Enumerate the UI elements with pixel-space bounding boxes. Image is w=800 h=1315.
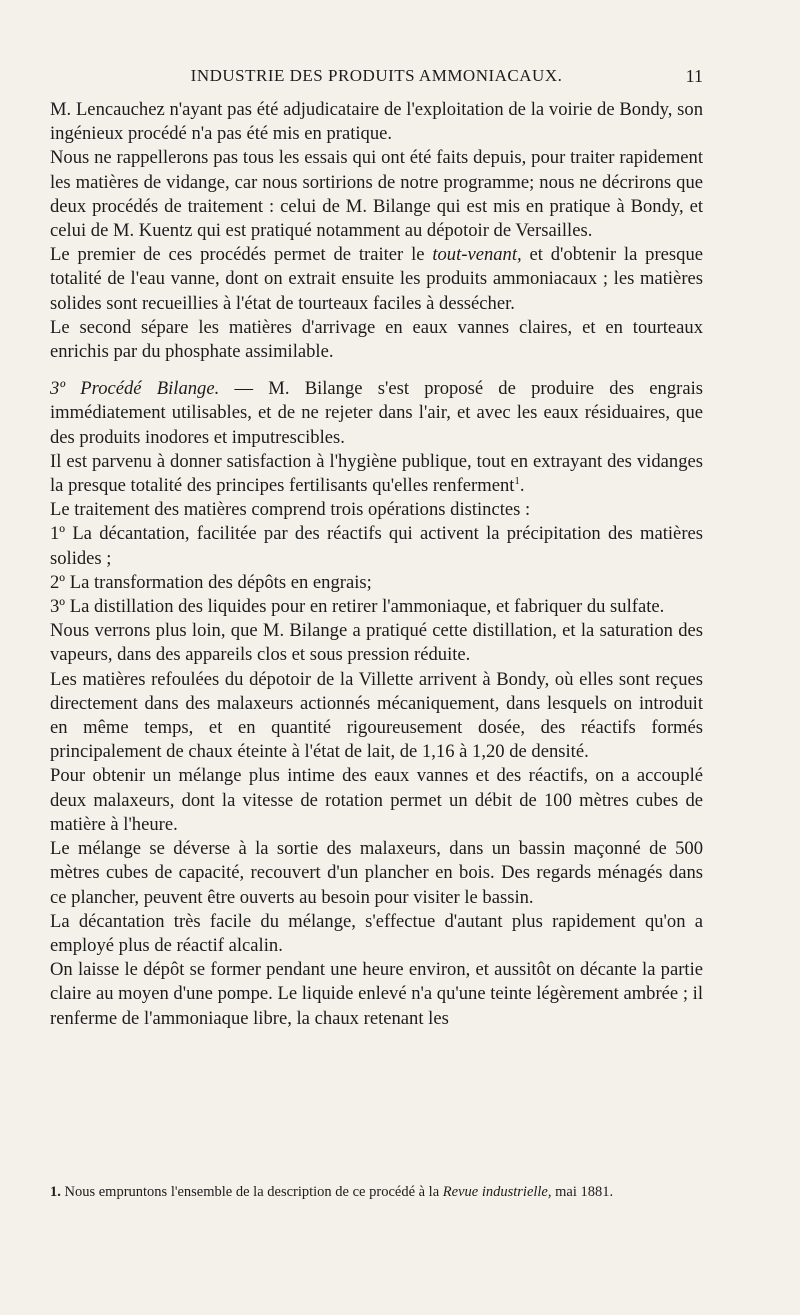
paragraph-1: M. Lencauchez n'ayant pas été adjudicataire de l'exploitation de la voirie de Bondy, son ingénieux procédé n'a pas été mis en pratique. xyxy=(50,99,703,145)
paragraph-4: Le second sépare les matières d'arrivage en eaux vannes claires, et en tourteaux enrichis par du phosphate assimilable. xyxy=(50,316,703,363)
paragraph-9: 2º La transformation des dépôts en engrais; xyxy=(50,571,372,593)
footnote xyxy=(50,1183,703,1201)
page-number: 11 xyxy=(685,66,703,86)
paragraph-16: On laisse le dépôt se former pendant une heure environ, et aussitôt on décante la partie claire au moyen d'une pompe. Le liquide enlevé n'a qu'une teinte légèrement ambrée ; il renferme de l'ammoniaque libre, la chaux retenant les xyxy=(50,959,703,1029)
page-header xyxy=(50,66,703,90)
paragraph-3-text-a: Le premier de ces procédés permet de traiter le xyxy=(50,244,433,266)
running-title: INDUSTRIE DES PRODUITS AMMONIACAUX. xyxy=(190,66,563,85)
paragraph-10: 3º La distillation des liquides pour en retirer l'ammoniaque, et fabriquer du sulfate. xyxy=(50,596,665,618)
footnote-source-title: Revue industrielle, xyxy=(442,1184,552,1200)
paragraph-2: Nous ne rappellerons pas tous les essais qui ont été faits depuis, pour traiter rapidement les matières de vidange, car nous sortirions de notre programme; nous ne décrirons que deux procédés de traitement : celui de M. Bilange qui est mis en pratique à Bondy, et celui de M. Kuentz qui est pratiqué notamment au dépotoir de Versailles. xyxy=(50,147,703,242)
paragraph-12: Les matières refoulées du dépotoir de la Villette arrivent à Bondy, où elles sont reçues directement dans des malaxeurs actionnés mécaniquement, dans lesquels on introduit en même temps, et en quantité rigoureusement dosée, des réactifs formés principalement de chaux éteinte à l'état de lait, de 1,16 à 1,20 de densité. xyxy=(50,668,703,763)
paragraph-7: Le traitement des matières comprend trois opérations distinctes : xyxy=(50,499,531,521)
paragraph-15: La décantation très facile du mélange, s'effectue d'autant plus rapidement qu'on a employé plus de réactif alcalin. xyxy=(50,910,703,956)
paragraph-5 xyxy=(50,377,703,450)
section-heading: 3º Procédé Bilange. xyxy=(50,378,220,400)
paragraph-6-text: Il est parvenu à donner satisfaction à l'hygiène publique, tout en extrayant des vidanges la presque totalité des principes fertilisants qu'elles renferment xyxy=(50,450,703,497)
paragraph-6 xyxy=(50,450,703,498)
paragraph-3 xyxy=(50,243,703,316)
paragraph-3-text-b: et d'obtenir la presque totalité de l'eau vanne, dont on extrait ensuite les produits ammoniacaux ; les matières solides sont recueillies à l'état de tourteaux faciles à dessécher. xyxy=(50,244,703,314)
paragraph-14: Le mélange se déverse à la sortie des malaxeurs, dans un bassin maçonné de 500 mètres cubes de capacité, recouvert d'un plancher en bois. Des regards ménagés dans ce plancher, peuvent être ouverts au besoin pour visiter le bassin. xyxy=(50,838,703,908)
footnote-text-a: Nous empruntons l'ensemble de la description de ce procédé à la xyxy=(60,1184,443,1200)
paragraph-11: Nous verrons plus loin, que M. Bilange a pratiqué cette distillation, et la saturation des vapeurs, dans des appareils clos et sous pression réduite. xyxy=(50,620,703,666)
footnote-number: 1. xyxy=(50,1184,61,1200)
body-text xyxy=(50,98,703,1031)
footnote-reference: 1 xyxy=(514,474,520,487)
paragraph-8: 1º La décantation, facilitée par des réactifs qui activent la précipitation des matières solides ; xyxy=(50,523,703,569)
footnote-text-b: mai 1881. xyxy=(551,1184,614,1200)
paragraph-5-text: — M. Bilange s'est proposé de produire des engrais immédiatement utilisables, et de ne rejeter dans l'air, et avec les eaux résiduaires, que des produits inodores et imputrescibles. xyxy=(50,378,703,448)
paragraph-6-end: . xyxy=(519,475,525,497)
paragraph-3-emphasis: tout-venant, xyxy=(432,244,522,266)
paragraph-13: Pour obtenir un mélange plus intime des eaux vannes et des réactifs, on a accouplé deux malaxeurs, dont la vitesse de rotation permet un débit de 100 mètres cubes de matière à l'heure. xyxy=(50,765,703,835)
